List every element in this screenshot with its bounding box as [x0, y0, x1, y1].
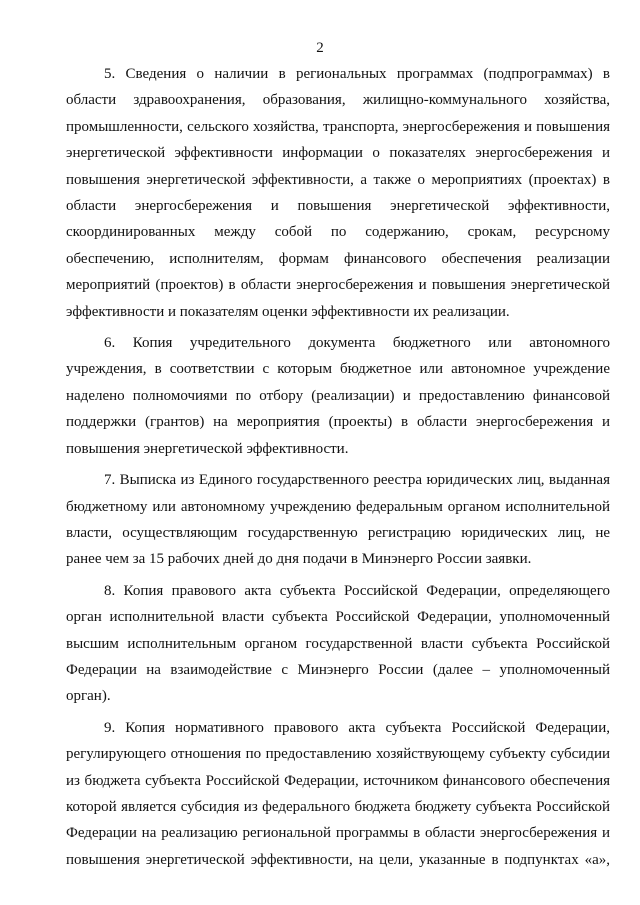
paragraph-9-normative-act-copy: 9. Копия нормативного правового акта субъекта Российской Федерации, регулирующего отношения по предоставлению хозяйствующему субъекту субсидии из бюджета субъекта Российской Федерации, источником финансового обеспечения которой является субсидия из федерального бюджета бюджету субъекта Российской Федерации на реализацию региональной программы в области энергосбережения и повышения энергетической эффективности, на цели, указанные в подпунктах «а», [66, 719, 610, 868]
page-number: 2 [316, 40, 324, 56]
paragraph-6-charter-copy: 6. Копия учредительного документа бюджетного или автономного учреждения, в соответствии с которым бюджетное или автономное учреждение наделено полномочиями по отбору (реализации) и предоставлению финансовой поддержки (грантов) на мероприятия (проекты) в области энергосбережения и повышения энергетической эффективности. [66, 335, 610, 457]
paragraph-7-registry-extract: 7. Выписка из Единого государственного реестра юридических лиц, выданная бюджетному или автономному учреждению федеральным органом исполнительной власти, осуществляющим государственную регистрацию юридических лиц, не ранее чем за 15 рабочих дней до дня подачи в Минэнерго России заявки. [66, 472, 610, 568]
paragraph-8-legal-act-copy: 8. Копия правового акта субъекта Российской Федерации, определяющего орган исполнительной власти субъекта Российской Федерации, уполномоченный высшим исполнительным органом государственной власти субъекта Российской Федерации на взаимодействие с Минэнерго России (далее – уполномоченный орган). [66, 582, 610, 705]
document-body [66, 61, 610, 873]
paragraph-5-regional-programs: 5. Сведения о наличии в региональных программах (подпрограммах) в области здравоохранения, образования, жилищно-коммунального хозяйства, промышленности, сельского хозяйства, транспорта, энергосбережения и повышения энергетической эффективности информации о показателях энергосбережения и повышения энергетической эффективности, а также о мероприятиях (проектах) в области энергосбережения и повышения энергетической эффективности, скоординированных между собой по содержанию, срокам, ресурсному обеспечению, исполнителям, формам финансового обеспечения реализации мероприятий (проектов) в области энергосбережения и повышения энергетической эффективности и показателям оценки эффективности их реализации. [66, 66, 610, 320]
